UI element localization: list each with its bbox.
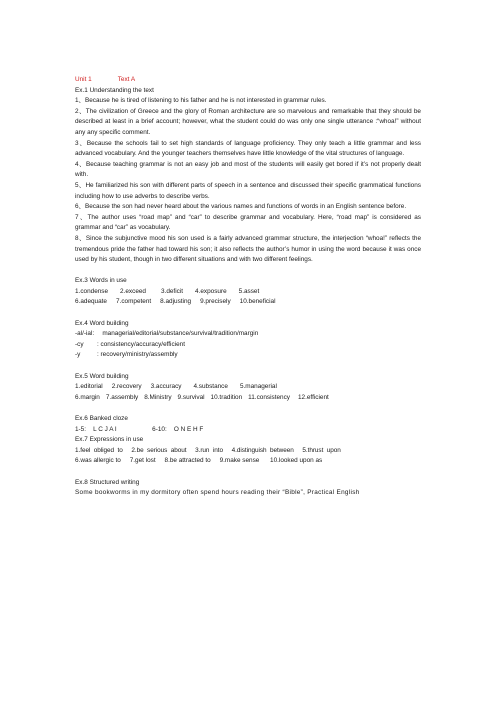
ex5-answers-row-2	[75, 393, 421, 404]
answer: 1.condense	[75, 287, 109, 295]
spacer	[75, 308, 421, 319]
ex4-row-cy	[75, 340, 421, 351]
ex4-row-y	[75, 350, 421, 361]
answer: 5.asset	[238, 287, 260, 295]
ex7-answers-line-1: 1.feel obliged to 2.be serious about 3.run into 4.distinguish between 5.thrust upon	[75, 446, 341, 454]
ex5-answers-row-1	[75, 382, 421, 393]
ex3-title: Ex.3 Words in use	[75, 277, 127, 285]
suffix-words: managerial/editorial/substance/survival/tradition/margin	[102, 330, 259, 338]
answer: 6.margin	[75, 393, 100, 401]
spacer	[75, 467, 421, 478]
ex5-title: Ex.5 Word building	[75, 372, 129, 380]
ex1-item-4: 4、Because teaching grammar is not an easy job and most of the students will easily get bored if it’s not properly dealt with.	[75, 160, 421, 179]
ex1-item-2: 2、The civilization of Greece and the glory of Roman architecture are so marvelous and remarkable that they should be described at least in a brief account; however, what the student could do was only one single utterance :“whoa!” without any any specific comment.	[75, 107, 421, 136]
answer: 7.assembly	[105, 393, 139, 401]
unit-heading	[75, 75, 421, 86]
ex1-item-5: 5、He familiarized his son with different parts of speech in a sentence and discussed their specific grammatical functions including how to use adverbs to describe verbs.	[75, 181, 421, 200]
answer: 9.precisely	[200, 298, 231, 306]
spacer	[75, 266, 421, 277]
answer: 8.adjusting	[160, 298, 192, 306]
ex7-answers-line-2: 6.was allergic to 7.get lost 8.be attracted to 9.make sense 10.looked upon as	[75, 457, 323, 465]
ex3-answers-row-1	[75, 287, 421, 298]
ex8-text: Some bookworms in my dormitory often spend hours reading their “Bible”, Practical English	[75, 489, 360, 497]
ex1-title: Ex.1 Understanding the text	[75, 86, 154, 94]
spacer	[75, 403, 421, 414]
ex8-title: Ex.8 Structured writing	[75, 478, 140, 486]
answer: 4.substance	[193, 383, 228, 391]
answer: 6.adequate	[75, 298, 107, 306]
answer: 8.Ministry	[144, 393, 172, 401]
ex3-answers-row-2	[75, 297, 421, 308]
answer: 10.tradition	[210, 393, 243, 401]
ex7-title: Ex.7 Expressions in use	[75, 436, 144, 444]
suffix-label: -cy	[75, 340, 84, 348]
answer: 11.consistency	[248, 393, 290, 401]
answer: 7.competent	[116, 298, 152, 306]
suffix-words: : consistency/accuracy/efficient	[97, 340, 185, 348]
spacer	[75, 361, 421, 372]
answer: 4.exposure	[195, 287, 227, 295]
ex6-answers: 1-5: L C J A I 6-10: O N E H F	[75, 425, 204, 433]
ex1-item-8: 8、Since the subjunctive mood his son used is a fairly advanced grammar structure, the interjection “whoa!” reflects the tremendous pride the father had toward his son; it also reflects the author’s humor in using the word because it was once used by his student, though in two different situations and with two different feelings.	[75, 234, 421, 264]
unit-label: Unit 1	[75, 76, 92, 83]
answer: 3.accuracy	[150, 383, 182, 391]
document-page	[75, 75, 421, 499]
answer: 5.managerial	[239, 383, 277, 391]
answer: 9.survival	[177, 393, 205, 401]
answer: 3.deficit	[160, 287, 184, 295]
ex6-title: Ex.6 Banked cloze	[75, 415, 128, 422]
suffix-label: -al/-ial:	[75, 330, 95, 338]
answer: 12.efficient	[297, 393, 329, 401]
suffix-label: -y	[75, 351, 81, 359]
answer: 2.exceed	[120, 287, 146, 295]
ex1-item-6: 6、Because the son had never heard about the various names and functions of words in an English sentence before.	[75, 203, 407, 211]
ex1-item-1: 1、Because he is tired of listening to his father and he is not interested in grammar rules.	[75, 97, 327, 105]
text-label: Text A	[117, 76, 136, 83]
ex1-item-3: 3、Because the schools fail to set high standards of language proficiency. They only teach a little grammar and less advanced vocabulary. And the younger teachers themselves have little knowledge of the vital structures of language.	[75, 139, 421, 158]
suffix-words: : recovery/ministry/assembly	[97, 351, 178, 359]
ex4-row-al	[75, 329, 421, 340]
ex4-title: Ex.4 Word building	[75, 319, 129, 327]
answer: 10.beneficial	[239, 298, 276, 306]
ex1-item-7: 7、The author uses “road map” and “car” to describe grammar and vocabulary. Here, “road map” is considered as grammar and “car” as vocabulary.	[75, 213, 421, 232]
answer: 1.editorial	[75, 383, 103, 391]
answer: 2.recovery	[111, 383, 142, 391]
